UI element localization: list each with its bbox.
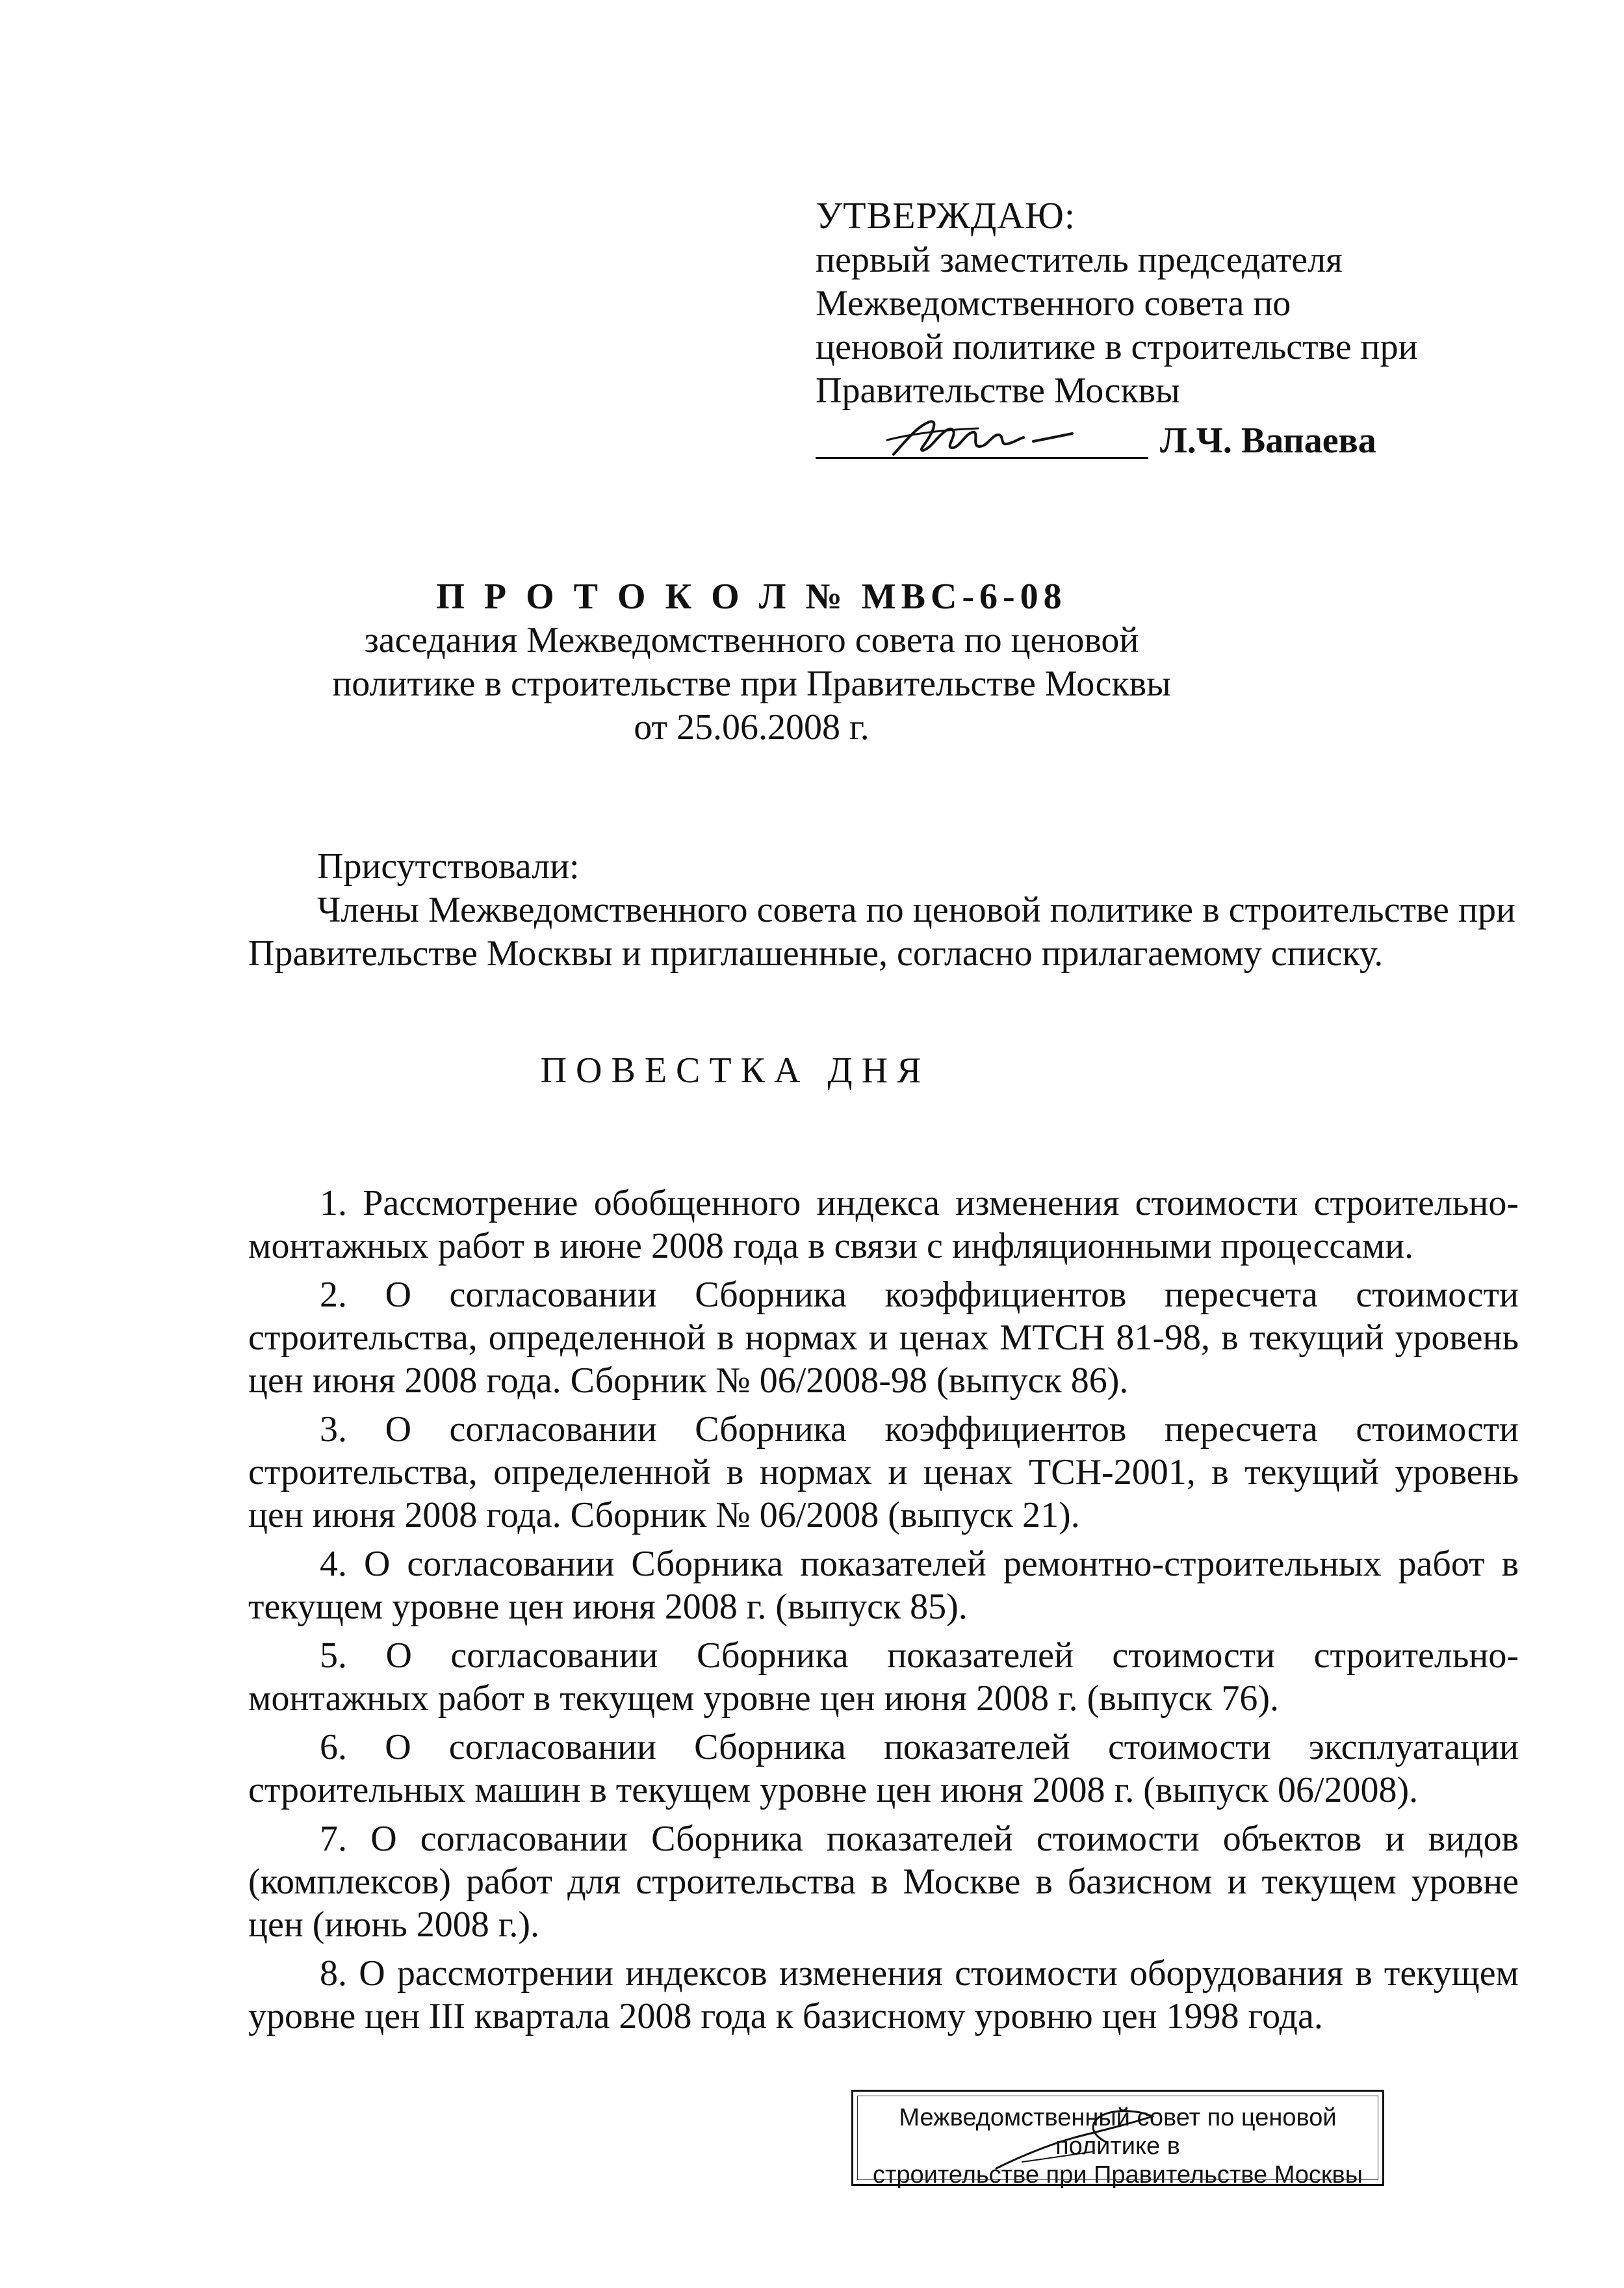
attendees-text: Члены Межведомственного совета по ценовой политике в строительстве при Правительстве Москвы и приглашенные, согласно прилагаемому списку. [248, 890, 1515, 974]
agenda-item [248, 1634, 1519, 1720]
agenda-item [248, 1952, 1519, 2038]
attendees-section [248, 845, 1515, 976]
protocol-date: от 25.06.2008 г. [634, 707, 870, 748]
agenda-item-text: О рассмотрении индексов изменения стоимости оборудования в текущем уровне цен III квартала 2008 года к базисному уровню цен 1998 года. [248, 1953, 1519, 2036]
stamp-line: строительстве при Правительстве Москвы [872, 2161, 1363, 2189]
approval-heading: УТВЕРЖДАЮ: [816, 194, 1076, 237]
approval-line: первый заместитель председателя [816, 240, 1343, 280]
signature-row [816, 415, 1498, 466]
agenda-item [248, 1408, 1519, 1537]
agenda-item [248, 1726, 1519, 1812]
stamp-signature-icon [983, 2097, 1178, 2181]
handwritten-signature-icon [868, 414, 1128, 466]
agenda-item-text: Рассмотрение обобщенного индекса изменения стоимости строительно-монтажных работ в июне 2008 года в связи с инфляционными процессами. [248, 1183, 1519, 1266]
agenda-list [248, 1182, 1519, 2044]
agenda-item-number: 7. [320, 1819, 347, 1859]
agenda-item-number: 5. [320, 1635, 347, 1676]
agenda-title [0, 1050, 1624, 1091]
approval-line: Правительстве Москвы [816, 370, 1180, 411]
agenda-item [248, 1817, 1519, 1946]
council-stamp [851, 2090, 1384, 2189]
stamp-line: Межведомственный совет по ценовой политике в [899, 2104, 1337, 2160]
attendees-heading: Присутствовали: [317, 846, 580, 887]
agenda-item-number: 2. [320, 1275, 347, 1315]
agenda-item-text: О согласовании Сборника коэффициентов пересчета стоимости строительства, определенной в нормах и ценах МТСН 81-98, в текущий уровень цен июня 2008 года. Сборник № 06/2008-98 (выпуск 86). [248, 1275, 1519, 1401]
agenda-item-number: 1. [320, 1183, 347, 1223]
protocol-header [0, 575, 1624, 749]
agenda-item [248, 1182, 1519, 1268]
approval-line: ценовой политике в строительстве при [816, 327, 1418, 367]
signer-name: Л.Ч. Вапаева [1160, 421, 1376, 461]
agenda-item-text: О согласовании Сборника показателей ремонтно-строительных работ в текущем уровне цен июня 2008 г. (выпуск 85). [248, 1544, 1519, 1627]
agenda-item-number: 4. [320, 1544, 347, 1584]
agenda-title-text: ПОВЕСТКА ДНЯ [540, 1050, 931, 1091]
agenda-item-number: 8. [320, 1953, 347, 1994]
agenda-item-number: 3. [320, 1409, 347, 1450]
agenda-item [248, 1273, 1519, 1402]
protocol-subtitle-line: заседания Межведомственного совета по ценовой [364, 620, 1139, 660]
approval-line: Межведомственного совета по [816, 283, 1291, 324]
agenda-item [248, 1542, 1519, 1628]
protocol-title: П Р О Т О К О Л № МВС-6-08 [436, 577, 1067, 617]
agenda-item-text: О согласовании Сборника показателей стоимости строительно-монтажных работ в текущем уровне цен июня 2008 г. (выпуск 76). [248, 1635, 1519, 1719]
agenda-item-text: О согласовании Сборника показателей стоимости эксплуатации строительных машин в текущем уровне цен июня 2008 г. (выпуск 06/2008). [248, 1727, 1519, 1810]
agenda-item-text: О согласовании Сборника коэффициентов пересчета стоимости строительства, определенной в нормах и ценах ТСН-2001, в текущий уровень цен июня 2008 года. Сборник № 06/2008 (выпуск 21). [248, 1409, 1519, 1535]
protocol-subtitle-line: политике в строительстве при Правительстве Москвы [332, 664, 1171, 704]
agenda-item-text: О согласовании Сборника показателей стоимости объектов и видов (комплексов) работ для строительства в Москве в базисном и текущем уровне цен (июнь 2008 г.). [248, 1819, 1519, 1945]
agenda-item-number: 6. [320, 1727, 347, 1767]
approval-block [816, 194, 1498, 466]
